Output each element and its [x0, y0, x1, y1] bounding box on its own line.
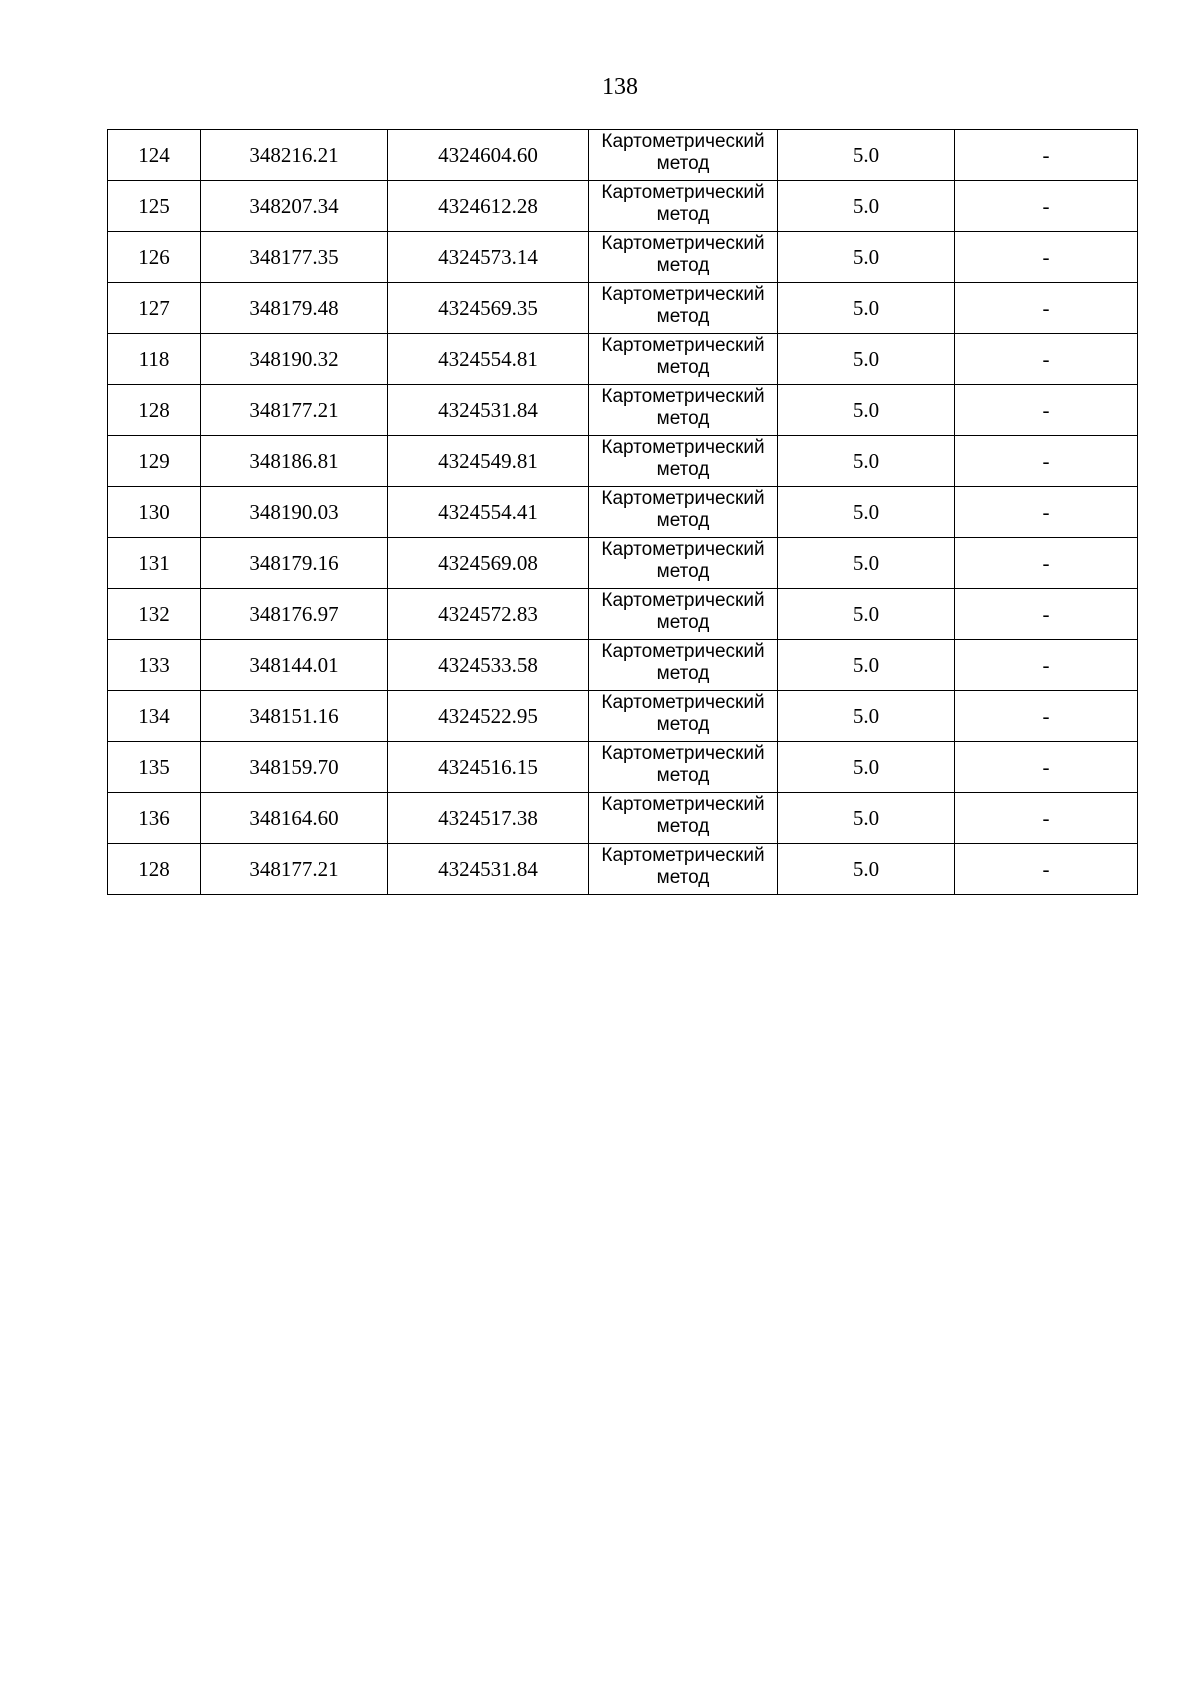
method-cell [589, 130, 778, 181]
y-coordinate-cell: 4324516.15 [388, 742, 589, 793]
y-coordinate-cell: 4324612.28 [388, 181, 589, 232]
method-cell [589, 640, 778, 691]
method-line-2: метод [656, 663, 710, 684]
method-cell [589, 232, 778, 283]
y-coordinate-cell: 4324572.83 [388, 589, 589, 640]
method-cell [589, 742, 778, 793]
point-number-cell: 135 [108, 742, 201, 793]
x-coordinate-cell: 348179.16 [201, 538, 388, 589]
accuracy-cell: 5.0 [778, 844, 955, 895]
method-cell [589, 538, 778, 589]
x-coordinate-cell: 348151.16 [201, 691, 388, 742]
method-line-1: Картометрический [601, 284, 765, 305]
table-row [108, 793, 1138, 844]
method-line-2: метод [656, 714, 710, 735]
method-line-2: метод [656, 510, 710, 531]
method-line-2: метод [656, 459, 710, 480]
description-cell: - [955, 130, 1138, 181]
method-line-1: Картометрический [601, 488, 765, 509]
x-coordinate-cell: 348177.35 [201, 232, 388, 283]
page-number: 138 [602, 74, 638, 100]
description-cell: - [955, 640, 1138, 691]
table-row [108, 385, 1138, 436]
accuracy-cell: 5.0 [778, 334, 955, 385]
table-row [108, 538, 1138, 589]
y-coordinate-cell: 4324573.14 [388, 232, 589, 283]
method-cell [589, 691, 778, 742]
method-line-2: метод [656, 867, 710, 888]
point-number-cell: 134 [108, 691, 201, 742]
x-coordinate-cell: 348190.03 [201, 487, 388, 538]
description-cell: - [955, 742, 1138, 793]
x-coordinate-cell: 348190.32 [201, 334, 388, 385]
x-coordinate-cell: 348164.60 [201, 793, 388, 844]
method-line-1: Картометрический [601, 692, 765, 713]
accuracy-cell: 5.0 [778, 436, 955, 487]
accuracy-cell: 5.0 [778, 640, 955, 691]
point-number-cell: 124 [108, 130, 201, 181]
method-line-1: Картометрический [601, 437, 765, 458]
x-coordinate-cell: 348177.21 [201, 385, 388, 436]
method-line-2: метод [656, 357, 710, 378]
table-row [108, 742, 1138, 793]
x-coordinate-cell: 348207.34 [201, 181, 388, 232]
y-coordinate-cell: 4324531.84 [388, 385, 589, 436]
y-coordinate-cell: 4324604.60 [388, 130, 589, 181]
method-line-1: Картометрический [601, 845, 765, 866]
method-line-1: Картометрический [601, 386, 765, 407]
point-number-cell: 131 [108, 538, 201, 589]
accuracy-cell: 5.0 [778, 793, 955, 844]
x-coordinate-cell: 348186.81 [201, 436, 388, 487]
table-row [108, 691, 1138, 742]
x-coordinate-cell: 348179.48 [201, 283, 388, 334]
description-cell: - [955, 436, 1138, 487]
accuracy-cell: 5.0 [778, 742, 955, 793]
description-cell: - [955, 181, 1138, 232]
point-number-cell: 129 [108, 436, 201, 487]
method-line-1: Картометрический [601, 335, 765, 356]
description-cell: - [955, 691, 1138, 742]
y-coordinate-cell: 4324549.81 [388, 436, 589, 487]
accuracy-cell: 5.0 [778, 589, 955, 640]
accuracy-cell: 5.0 [778, 538, 955, 589]
description-cell: - [955, 793, 1138, 844]
method-cell [589, 385, 778, 436]
point-number-cell: 136 [108, 793, 201, 844]
method-line-1: Картометрический [601, 233, 765, 254]
accuracy-cell: 5.0 [778, 130, 955, 181]
method-line-1: Картометрический [601, 743, 765, 764]
method-cell [589, 283, 778, 334]
method-line-1: Картометрический [601, 539, 765, 560]
point-number-cell: 125 [108, 181, 201, 232]
method-line-2: метод [656, 612, 710, 633]
y-coordinate-cell: 4324531.84 [388, 844, 589, 895]
point-number-cell: 127 [108, 283, 201, 334]
x-coordinate-cell: 348216.21 [201, 130, 388, 181]
method-line-1: Картометрический [601, 794, 765, 815]
description-cell: - [955, 589, 1138, 640]
coordinates-table-body [108, 130, 1138, 895]
table-row [108, 436, 1138, 487]
method-line-2: метод [656, 765, 710, 786]
table-row [108, 232, 1138, 283]
table-row [108, 589, 1138, 640]
description-cell: - [955, 487, 1138, 538]
table-row [108, 334, 1138, 385]
y-coordinate-cell: 4324522.95 [388, 691, 589, 742]
accuracy-cell: 5.0 [778, 283, 955, 334]
method-line-1: Картометрический [601, 182, 765, 203]
method-line-1: Картометрический [601, 131, 765, 152]
table-row [108, 130, 1138, 181]
y-coordinate-cell: 4324554.41 [388, 487, 589, 538]
description-cell: - [955, 283, 1138, 334]
x-coordinate-cell: 348176.97 [201, 589, 388, 640]
point-number-cell: 128 [108, 844, 201, 895]
table-row [108, 640, 1138, 691]
point-number-cell: 133 [108, 640, 201, 691]
description-cell: - [955, 844, 1138, 895]
y-coordinate-cell: 4324569.35 [388, 283, 589, 334]
y-coordinate-cell: 4324554.81 [388, 334, 589, 385]
description-cell: - [955, 538, 1138, 589]
point-number-cell: 130 [108, 487, 201, 538]
accuracy-cell: 5.0 [778, 181, 955, 232]
coordinates-table [107, 129, 1138, 895]
x-coordinate-cell: 348177.21 [201, 844, 388, 895]
method-cell [589, 793, 778, 844]
x-coordinate-cell: 348144.01 [201, 640, 388, 691]
method-cell [589, 436, 778, 487]
method-cell [589, 334, 778, 385]
description-cell: - [955, 232, 1138, 283]
y-coordinate-cell: 4324517.38 [388, 793, 589, 844]
method-line-2: метод [656, 408, 710, 429]
table-row [108, 283, 1138, 334]
method-cell [589, 844, 778, 895]
method-line-2: метод [656, 816, 710, 837]
method-cell [589, 181, 778, 232]
method-line-2: метод [656, 255, 710, 276]
table-row [108, 487, 1138, 538]
x-coordinate-cell: 348159.70 [201, 742, 388, 793]
method-line-1: Картометрический [601, 590, 765, 611]
y-coordinate-cell: 4324569.08 [388, 538, 589, 589]
method-line-1: Картометрический [601, 641, 765, 662]
table-row [108, 181, 1138, 232]
table-row [108, 844, 1138, 895]
method-line-2: метод [656, 561, 710, 582]
method-cell [589, 589, 778, 640]
description-cell: - [955, 385, 1138, 436]
point-number-cell: 126 [108, 232, 201, 283]
method-cell [589, 487, 778, 538]
accuracy-cell: 5.0 [778, 691, 955, 742]
description-cell: - [955, 334, 1138, 385]
point-number-cell: 132 [108, 589, 201, 640]
accuracy-cell: 5.0 [778, 385, 955, 436]
method-line-2: метод [656, 153, 710, 174]
method-line-2: метод [656, 204, 710, 225]
accuracy-cell: 5.0 [778, 487, 955, 538]
point-number-cell: 128 [108, 385, 201, 436]
method-line-2: метод [656, 306, 710, 327]
y-coordinate-cell: 4324533.58 [388, 640, 589, 691]
point-number-cell: 118 [108, 334, 201, 385]
accuracy-cell: 5.0 [778, 232, 955, 283]
